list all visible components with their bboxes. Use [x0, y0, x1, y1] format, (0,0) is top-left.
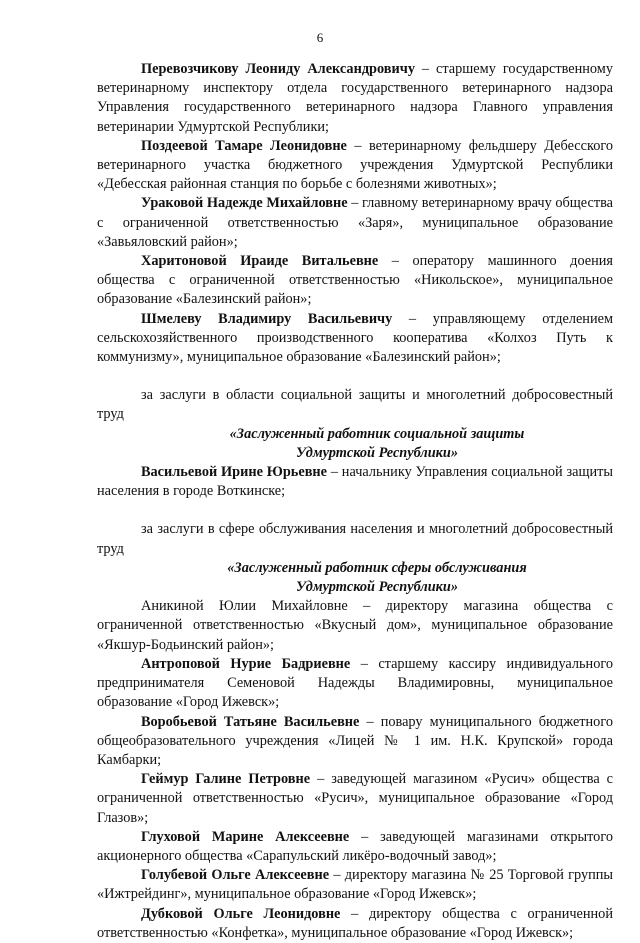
person-name: Глуховой Марине Алексеевне — [141, 828, 350, 845]
document-body — [97, 60, 613, 943]
award-title — [97, 425, 613, 463]
entry-paragraph — [97, 713, 613, 771]
entry-paragraph — [97, 463, 613, 501]
entry-paragraph — [97, 770, 613, 828]
person-description: Аникиной Юлии Михайловне – директору магазина общества с ограниченной ответственностью «Вкусный дом», муниципальное образование «Якшур-Бодьинский район»; — [97, 598, 613, 653]
page-number: 6 — [316, 30, 324, 45]
person-description: – старшему государственному ветеринарному инспектору отдела государственного ветеринарного надзора Управления государственного ветеринарного надзора Главного управления ветеринарии Удмуртской Республики; — [97, 61, 613, 135]
person-name: Харитоновой Ираиде Витальевне — [141, 253, 379, 270]
entry-paragraph — [97, 252, 613, 310]
award-title-line: «Заслуженный работник социальной защиты — [229, 425, 525, 442]
person-description: – директору общества с ограниченной ответственностью «Конфетка», муниципальное образование «Город Ижевск»; — [97, 905, 613, 941]
entry-paragraph — [97, 866, 613, 904]
person-description: – ветеринарному фельдшеру Дебесского ветеринарного участка бюджетного учреждения Удмуртской Республики «Дебесская районная станция по борьбе с болезнями животных»; — [97, 137, 613, 193]
person-name: Дубковой Ольге Леонидовне — [141, 905, 341, 922]
section-intro: за заслуги в сфере обслуживания населения и многолетний добросовестный труд — [97, 521, 613, 557]
entry-paragraph — [97, 60, 613, 137]
person-description: – управляющему отделением сельскохозяйственного производственного кооператива «Колхоз Путь к коммунизму», муниципальное образование «Балезинский район»; — [97, 310, 614, 366]
award-title-line: «Заслуженный работник сферы обслуживания — [227, 559, 527, 576]
entry-paragraph — [97, 597, 613, 655]
person-description: – повару муниципального бюджетного общеобразовательного учреждения «Лицей № 1 им. Н.К. Крупской» города Камбарки; — [97, 713, 613, 768]
spacer — [97, 367, 613, 386]
entry-paragraph — [97, 194, 613, 252]
award-title-line: Удмуртской Республики» — [295, 444, 459, 461]
award-title — [97, 559, 613, 597]
section-intro: за заслуги в области социальной защиты и многолетний добросовестный труд — [97, 387, 613, 423]
person-description: – главному ветеринарному врачу общества с ограниченной ответственностью «Заря», муниципальное образование «Завьяловский район»; — [97, 195, 614, 250]
person-description: – старшему кассиру индивидуального предпринимателя Семеновой Надежды Владимировны, муниципальное образование «Город Ижевск»; — [97, 655, 613, 711]
entry-paragraph — [97, 310, 613, 368]
person-description: – заведующей магазином «Русич» общества с ограниченной ответственностью «Русич», муниципальное образование «Город Глазов»; — [97, 771, 614, 826]
spacer — [97, 501, 613, 520]
person-description: – директору магазина № 25 Торговой группы «Ижтрейдинг», муниципальное образование «Город Ижевск»; — [97, 867, 613, 903]
entry-paragraph — [97, 137, 613, 195]
person-name: Геймур Галине Петровне — [141, 771, 311, 788]
person-name: Антроповой Нурие Бадриевне — [141, 655, 351, 672]
person-name: Шмелеву Владимиру Васильевичу — [141, 310, 393, 327]
entry-paragraph — [97, 905, 613, 943]
person-name: Голубевой Ольге Алексеевне — [141, 867, 330, 884]
person-description: – оператору машинного доения общества с ограниченной ответственностью «Никольское», муниципальное образование «Балезинский район»; — [97, 253, 614, 308]
entry-paragraph — [97, 828, 613, 866]
entry-paragraph — [97, 655, 613, 713]
person-name: Васильевой Ирине Юрьевне — [141, 464, 327, 481]
person-name: Воробьевой Татьяне Васильевне — [141, 713, 360, 730]
person-name: Перевозчикову Леониду Александровичу — [141, 61, 415, 77]
award-title-line: Удмуртской Республики» — [295, 579, 459, 596]
person-description: – начальнику Управления социальной защиты населения в городе Воткинске; — [97, 464, 613, 500]
person-description: – заведующей магазинами открытого акционерного общества «Сарапульский ликёро-водочный завод»; — [97, 828, 613, 864]
person-name: Поздеевой Тамаре Леонидовне — [141, 137, 347, 154]
person-name: Ураковой Надежде Михайловне — [141, 195, 348, 212]
